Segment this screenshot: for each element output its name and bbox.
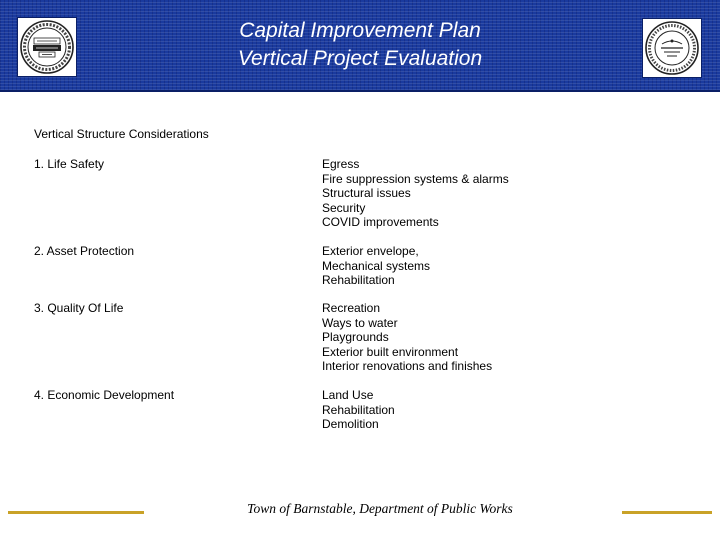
seal-icon xyxy=(644,20,700,76)
title-line-1: Capital Improvement Plan xyxy=(239,19,481,42)
section-heading: Vertical Structure Considerations xyxy=(34,127,209,141)
list-item: Playgrounds xyxy=(322,330,389,344)
list-item: Structural issues xyxy=(322,186,411,200)
list-item: Mechanical systems xyxy=(322,258,431,273)
list-item: Land Use xyxy=(322,388,374,402)
town-seal-logo xyxy=(642,18,702,78)
consideration-items-asset-protection xyxy=(322,244,430,288)
list-item: COVID improvements xyxy=(322,215,439,229)
list-item: Rehabilitation xyxy=(322,273,395,287)
header-banner xyxy=(0,0,720,92)
list-item: Exterior envelope, xyxy=(322,244,419,258)
consideration-label-life-safety: 1. Life Safety xyxy=(34,157,105,171)
title-line-2: Vertical Project Evaluation xyxy=(237,47,483,70)
list-item: Demolition xyxy=(322,417,379,431)
list-item: Exterior built environment xyxy=(322,344,459,359)
seal-icon xyxy=(19,19,75,75)
consideration-label-asset-protection: 2. Asset Protection xyxy=(34,244,135,258)
footer-text: Town of Barnstable, Department of Public Works xyxy=(247,501,513,516)
list-item: Egress xyxy=(322,157,360,171)
list-item: Fire suppression systems & alarms xyxy=(322,171,509,186)
consideration-items-quality-of-life xyxy=(322,301,492,374)
public-works-seal-logo xyxy=(17,17,77,77)
list-item: Interior renovations and finishes xyxy=(322,359,493,373)
list-item: Security xyxy=(322,200,366,215)
list-item: Rehabilitation xyxy=(322,402,395,417)
footer-rule-right xyxy=(622,511,712,514)
footer-rule-left xyxy=(8,511,144,514)
consideration-label-economic-development: 4. Economic Development xyxy=(34,388,175,402)
consideration-label-quality-of-life: 3. Quality Of Life xyxy=(34,301,124,315)
consideration-items-economic-development xyxy=(322,388,395,432)
list-item: Ways to water xyxy=(322,315,398,330)
list-item: Recreation xyxy=(322,301,381,315)
consideration-items-life-safety xyxy=(322,157,509,230)
